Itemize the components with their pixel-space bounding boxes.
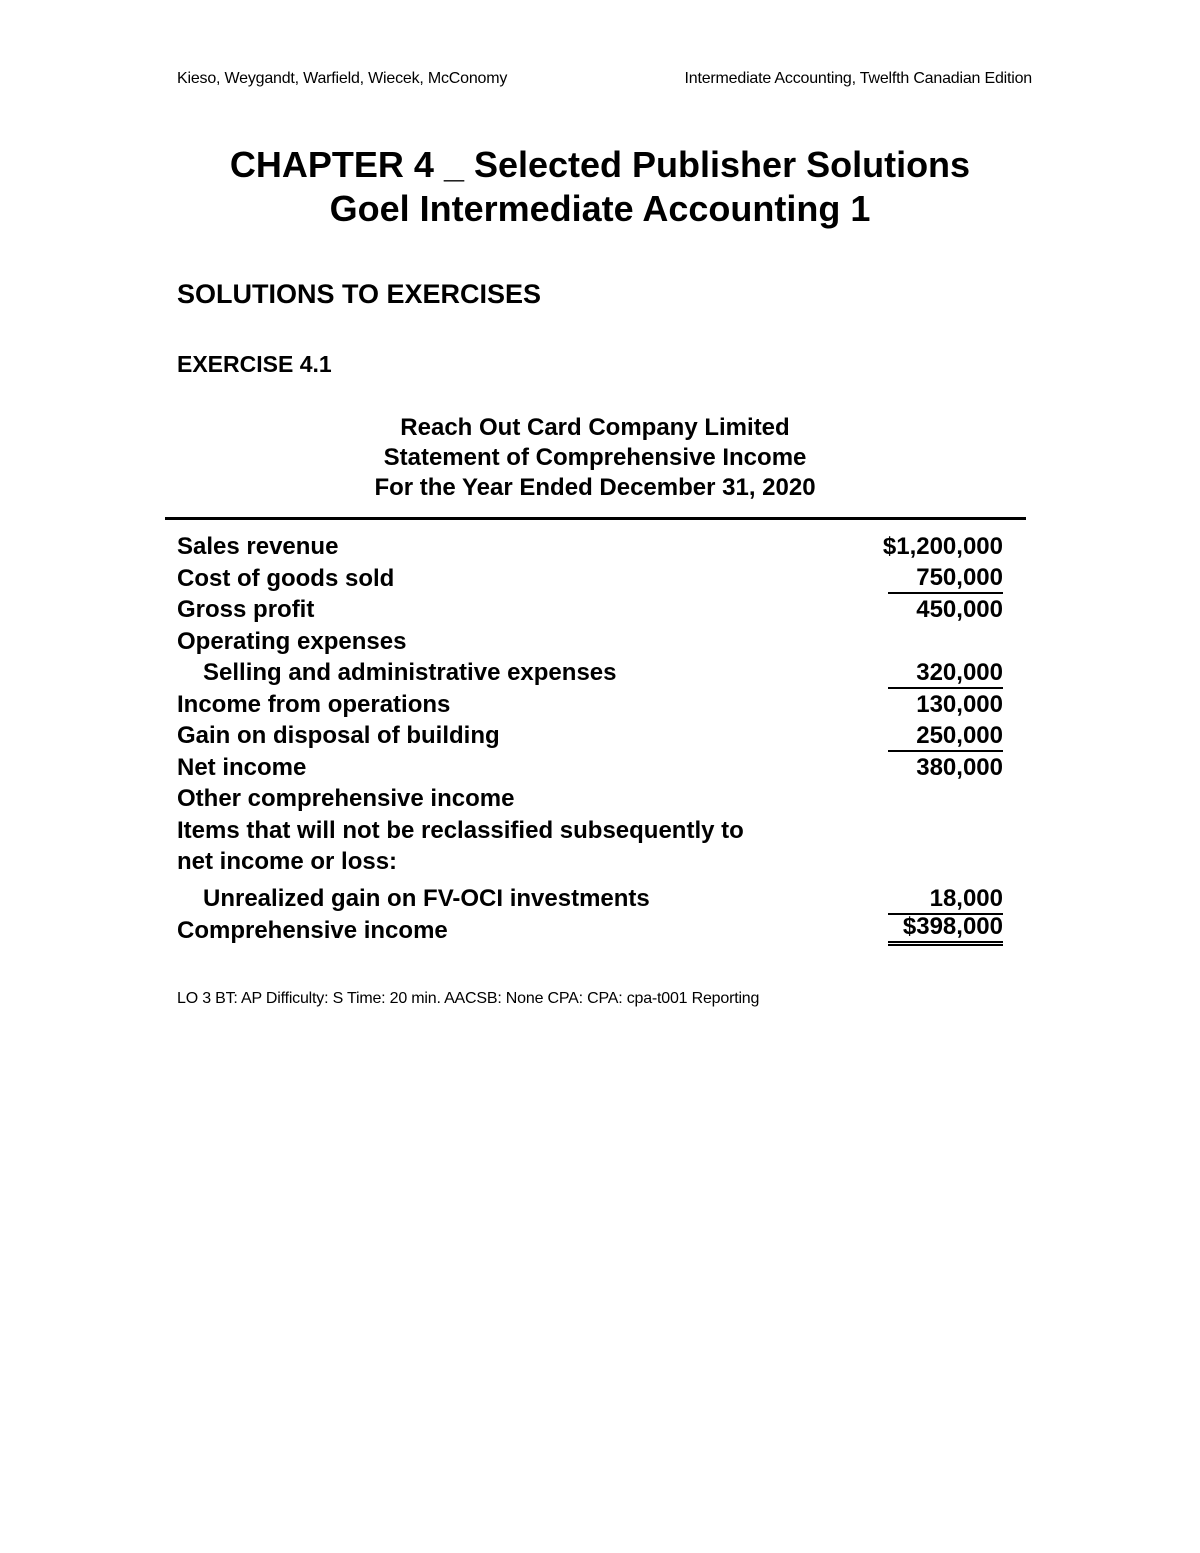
row-amount: 380,000 [916,753,1003,781]
statement-row [177,626,1003,658]
statement-row [177,657,1003,689]
statement-row [177,846,1003,878]
statement-row [177,878,1003,915]
row-label: Items that will not be reclassified subsequently to [177,816,744,844]
row-label: Sales revenue [177,533,339,560]
row-amount: 130,000 [916,690,1003,718]
row-label: net income or loss: [177,848,398,875]
row-label: Operating expenses [177,627,407,655]
row-label: Selling and administrative expenses [203,659,617,686]
row-label: Comprehensive income [177,916,448,944]
statement-row [177,752,1003,784]
row-amount: 450,000 [916,596,1003,623]
exercise-heading: EXERCISE 4.1 [177,351,332,377]
statement-name: Statement of Comprehensive Income [383,444,807,471]
statement-period: For the Year Ended December 31, 2020 [374,474,816,501]
row-label: Gain on disposal of building [177,722,500,749]
company-name: Reach Out Card Company Limited [400,414,790,441]
statement-row [177,594,1003,626]
statement-row [177,720,1003,752]
statement-row [177,531,1003,563]
statement-header [165,413,1025,503]
header-book-title: Intermediate Accounting, Twelfth Canadian Edition [684,70,1032,87]
income-statement [177,531,1003,946]
row-label: Cost of goods sold [177,564,395,592]
row-amount: 18,000 [888,885,1003,915]
section-heading: SOLUTIONS TO EXERCISES [177,279,542,309]
row-amount: 750,000 [888,564,1003,594]
chapter-title [0,143,1200,231]
row-amount: $1,200,000 [882,533,1003,560]
row-amount: 320,000 [888,659,1003,689]
row-label: Income from operations [177,690,451,718]
chapter-title-line-1: CHAPTER 4 _ Selected Publisher Solutions [229,144,971,185]
statement-row [177,689,1003,721]
statement-row [177,783,1003,815]
row-label: Gross profit [177,596,315,623]
running-header [177,70,1032,88]
statement-row [177,815,1003,847]
row-label: Net income [177,753,307,781]
chapter-title-line-2: Goel Intermediate Accounting 1 [329,188,871,229]
header-authors: Kieso, Weygandt, Warfield, Wiecek, McConomy [177,70,508,87]
header-divider [165,517,1026,520]
row-label: Other comprehensive income [177,785,515,812]
row-label: Unrealized gain on FV-OCI investments [203,885,650,912]
statement-row [177,915,1003,947]
row-amount: 250,000 [888,722,1003,752]
row-amount: $398,000 [888,913,1003,946]
learning-objective-footnote: LO 3 BT: AP Difficulty: S Time: 20 min. AACSB: None CPA: CPA: cpa-t001 Reporting [177,990,760,1007]
statement-row [177,563,1003,595]
